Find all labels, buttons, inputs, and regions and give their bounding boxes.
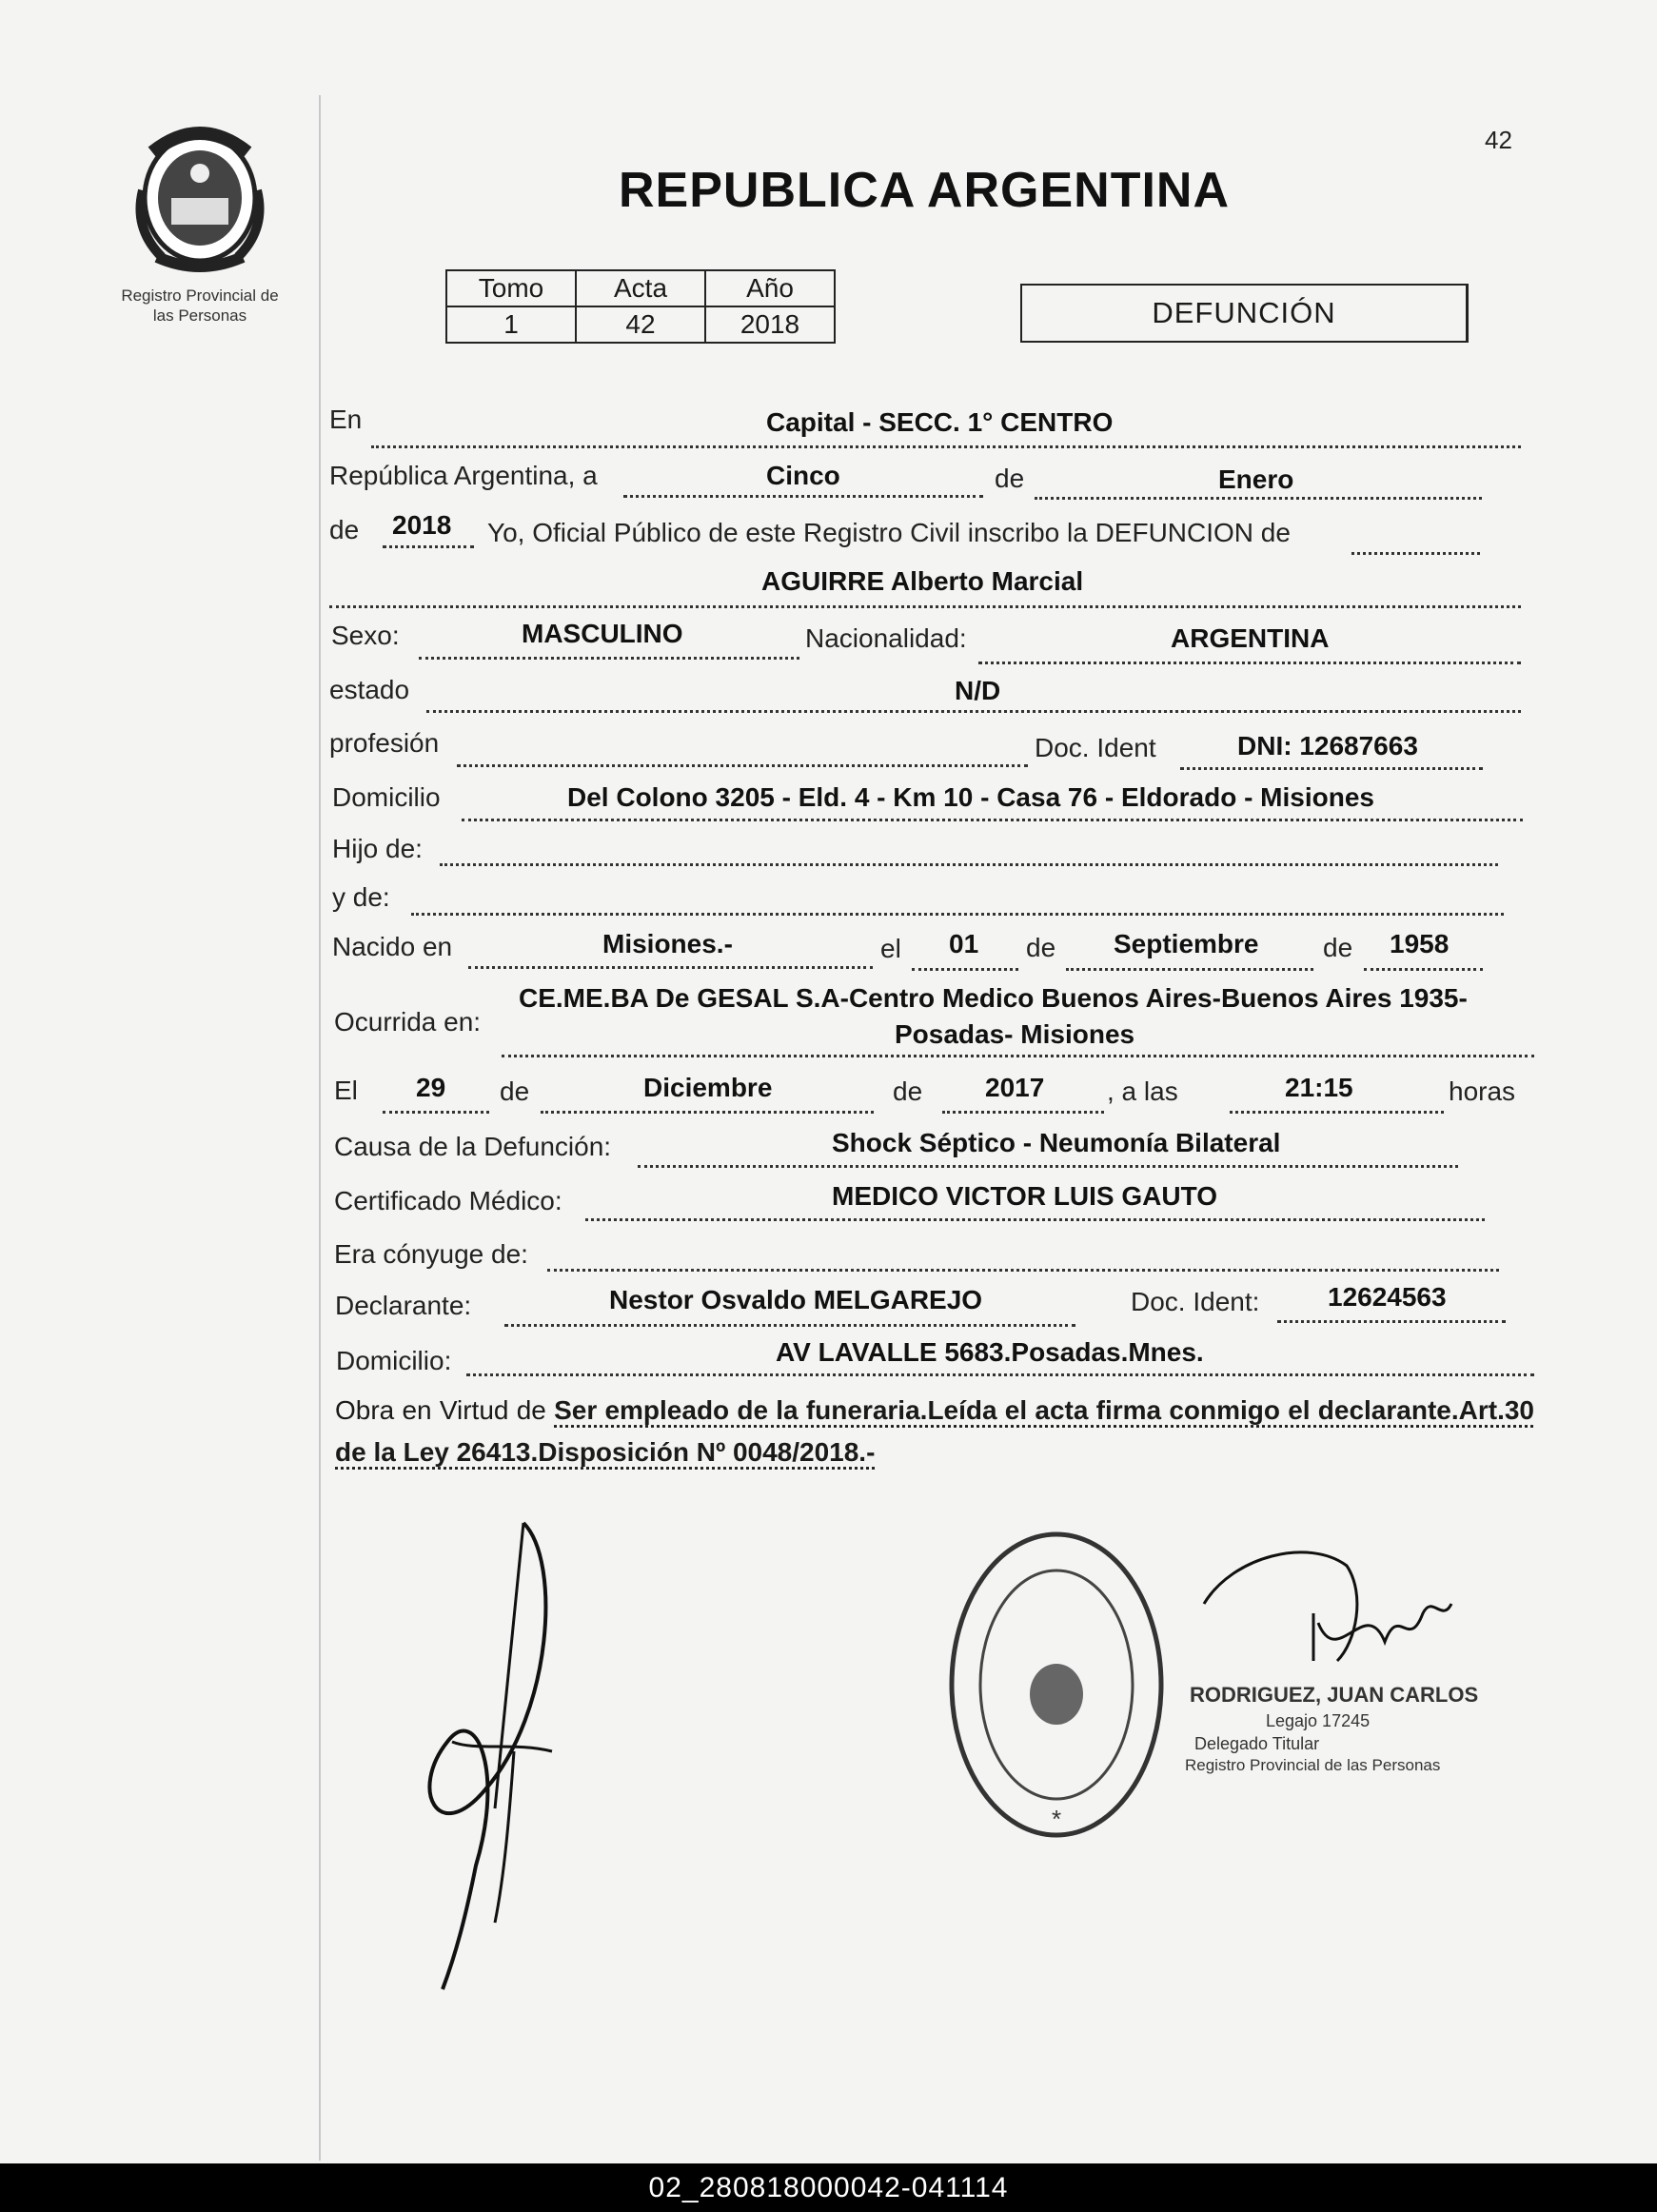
tomo-header: Tomo xyxy=(446,270,576,306)
label-y-de: y de: xyxy=(332,882,390,912)
label-nacido-en: Nacido en xyxy=(332,932,453,961)
dotted-line xyxy=(1066,968,1313,971)
dotted-line xyxy=(462,819,1523,821)
birth-place-value: Misiones.- xyxy=(602,929,733,958)
dotted-line xyxy=(1351,552,1480,555)
dotted-line xyxy=(541,1111,874,1114)
death-time-value: 21:15 xyxy=(1285,1073,1353,1102)
birth-month-value: Septiembre xyxy=(1114,929,1259,958)
margin-line xyxy=(319,95,321,2161)
death-day-value: 29 xyxy=(416,1073,446,1102)
page-title: REPUBLICA ARGENTINA xyxy=(619,163,1231,218)
death-place-line1-value: CE.ME.BA De GESAL S.A-Centro Medico Buenos Aires-Buenos Aires 1935- xyxy=(519,983,1468,1013)
label-a-las: , a las xyxy=(1107,1076,1178,1106)
label-declarante: Declarante: xyxy=(335,1291,472,1320)
declarant-value: Nestor Osvaldo MELGAREJO xyxy=(609,1285,983,1314)
year-value: 2018 xyxy=(392,510,452,540)
declarant-address-value: AV LAVALLE 5683.Posadas.Mnes. xyxy=(776,1337,1204,1367)
anio-header: Año xyxy=(705,270,835,306)
dotted-line xyxy=(468,966,873,969)
officer-registry: Registro Provincial de las Personas xyxy=(1185,1756,1441,1774)
label-de: de xyxy=(893,1076,923,1106)
dotted-line xyxy=(466,1373,1534,1376)
dotted-line xyxy=(411,913,1504,916)
official-seal-stamp xyxy=(942,1523,1190,1847)
acta-value: 42 xyxy=(576,306,705,343)
dotted-line xyxy=(912,968,1018,971)
label-profesion: profesión xyxy=(329,728,440,758)
declarant-signature xyxy=(400,1504,590,1999)
dotted-line xyxy=(440,863,1498,866)
declarant-doc-value: 12624563 xyxy=(1328,1282,1447,1312)
day-written-value: Cinco xyxy=(766,461,840,490)
dotted-line xyxy=(371,445,1521,448)
dotted-line xyxy=(1364,968,1483,971)
label-conyuge: Era cónyuge de: xyxy=(334,1239,528,1269)
label-ocurrida-en: Ocurrida en: xyxy=(334,1007,482,1037)
label-doc-ident: Doc. Ident xyxy=(1035,733,1156,762)
label-yo-oficial: Yo, Oficial Público de este Registro Civil inscribo la DEFUNCION de xyxy=(487,518,1291,547)
label-de: de xyxy=(1323,933,1353,962)
tomo-value: 1 xyxy=(446,306,576,343)
birth-day-value: 01 xyxy=(949,929,979,958)
label-causa: Causa de la Defunción: xyxy=(334,1132,612,1161)
label-obra: Obra en Virtud de xyxy=(335,1395,546,1425)
registry-caption xyxy=(90,286,309,326)
dotted-line xyxy=(1035,497,1482,500)
document-value: DNI: 12687663 xyxy=(1237,731,1418,760)
officer-role: Delegado Titular xyxy=(1194,1734,1320,1753)
label-nacionalidad: Nacionalidad: xyxy=(805,623,967,653)
dotted-line xyxy=(1277,1320,1506,1323)
dotted-line xyxy=(504,1324,1075,1327)
deceased-name-value: AGUIRRE Alberto Marcial xyxy=(761,566,1084,596)
dotted-line xyxy=(585,1218,1485,1221)
label-de: de xyxy=(500,1076,530,1106)
sex-value: MASCULINO xyxy=(522,619,683,648)
dotted-line xyxy=(383,545,474,548)
document-type-box: DEFUNCIÓN xyxy=(1020,284,1469,343)
label-el-cap: El xyxy=(334,1076,358,1105)
label-sexo: Sexo: xyxy=(331,621,400,650)
label-doc-ident-declarante: Doc. Ident: xyxy=(1131,1287,1260,1316)
dotted-line xyxy=(383,1111,489,1114)
dotted-line xyxy=(1230,1111,1444,1114)
registry-caption-line1: Registro Provincial de xyxy=(121,286,279,305)
label-domicilio: Domicilio xyxy=(332,782,441,812)
death-place-line2-value: Posadas- Misiones xyxy=(895,1019,1135,1049)
label-certificado: Certificado Médico: xyxy=(334,1186,562,1215)
place-value: Capital - SECC. 1° CENTRO xyxy=(766,407,1114,437)
death-year-value: 2017 xyxy=(985,1073,1045,1102)
officer-name: RODRIGUEZ, JUAN CARLOS xyxy=(1190,1683,1479,1707)
grounds-paragraph xyxy=(335,1390,1534,1473)
page-number: 42 xyxy=(1485,126,1512,154)
dotted-line xyxy=(502,1055,1534,1057)
registry-caption-line2: las Personas xyxy=(152,306,247,325)
physician-value: MEDICO VICTOR LUIS GAUTO xyxy=(832,1181,1217,1211)
anio-value: 2018 xyxy=(705,306,835,343)
dotted-line xyxy=(426,710,1521,713)
label-de: de xyxy=(329,515,360,544)
month-value: Enero xyxy=(1218,464,1294,494)
label-de: de xyxy=(995,464,1025,493)
cause-value: Shock Séptico - Neumonía Bilateral xyxy=(832,1128,1281,1157)
label-estado: estado xyxy=(329,675,410,704)
nationality-value: ARGENTINA xyxy=(1171,623,1330,653)
acta-header: Acta xyxy=(576,270,705,306)
footer-barcode-text: 02_280818000042-041114 xyxy=(0,2163,1657,2212)
dotted-line xyxy=(1180,767,1483,770)
death-month-value: Diciembre xyxy=(643,1073,773,1102)
label-el: el xyxy=(880,934,901,963)
misiones-coat-of-arms-icon xyxy=(124,114,276,276)
dotted-line xyxy=(623,495,983,498)
dotted-line xyxy=(457,764,1028,767)
dotted-line xyxy=(329,605,1521,608)
label-en: En xyxy=(329,405,363,434)
dotted-line xyxy=(978,662,1521,664)
label-hijo-de: Hijo de: xyxy=(332,834,423,863)
label-de: de xyxy=(1026,933,1056,962)
dotted-line xyxy=(547,1269,1499,1272)
officer-signature xyxy=(1194,1537,1480,1689)
dotted-line xyxy=(638,1165,1458,1168)
officer-legajo: Legajo 17245 xyxy=(1266,1711,1371,1730)
label-horas: horas xyxy=(1449,1076,1516,1106)
civil-status-value: N/D xyxy=(955,676,1001,705)
label-domicilio-declarante: Domicilio: xyxy=(336,1346,452,1375)
grounds-value: Ser empleado de la funeraria.Leída el acta firma conmigo el declarante.Art.30 de la Ley 26413.Disposición Nº 0048/2018.- xyxy=(335,1395,1534,1467)
svg-text:*: * xyxy=(1051,1805,1062,1833)
dotted-line xyxy=(419,657,799,660)
label-republica: República Argentina, a xyxy=(329,461,598,490)
reference-table xyxy=(445,269,836,344)
dotted-line xyxy=(942,1111,1104,1114)
birth-year-value: 1958 xyxy=(1390,929,1450,958)
address-value: Del Colono 3205 - Eld. 4 - Km 10 - Casa 76 - Eldorado - Misiones xyxy=(567,782,1374,812)
